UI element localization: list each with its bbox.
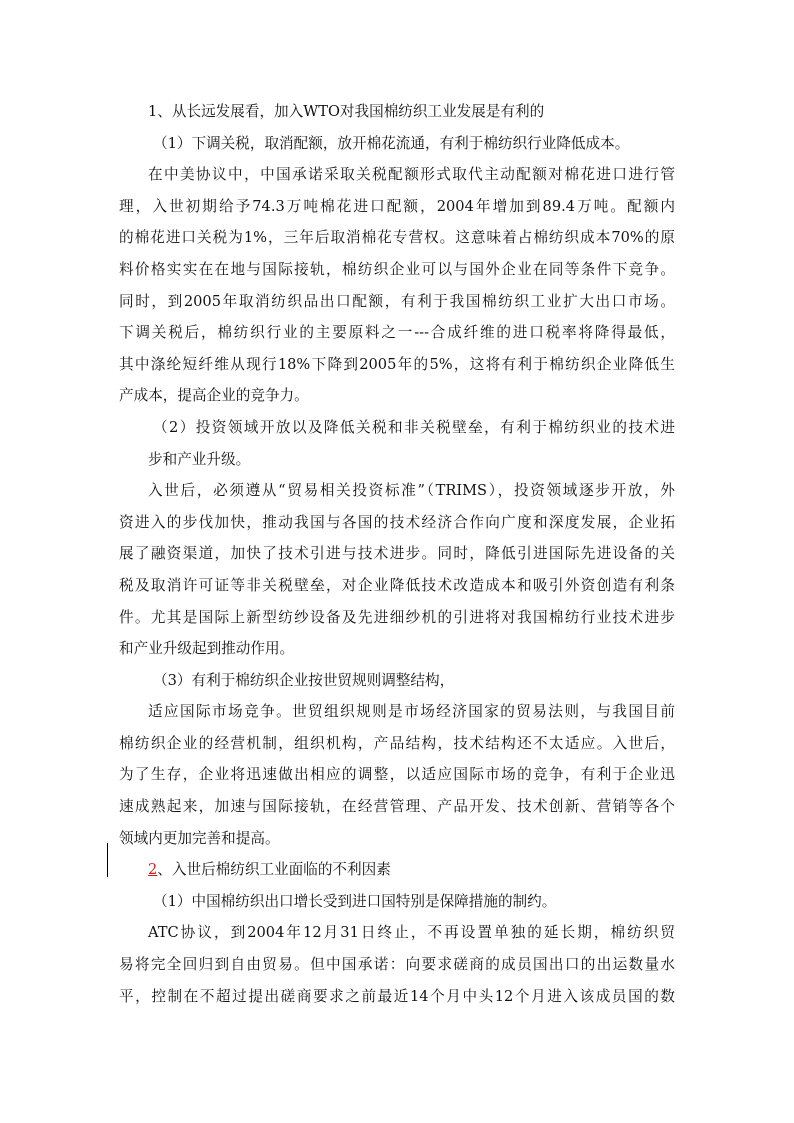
document-body [119, 96, 675, 1012]
text-line: 同时，到2005年取消纺织品出口配额，有利于我国棉纺织工业扩大出口市场。 [119, 292, 675, 310]
section-1 [119, 96, 675, 854]
text-line: 入世后，必须遵从“贸易相关投资标准”（TRIMS），投资领域逐步开放，外 [148, 482, 675, 500]
text-line: 平，控制在不超过提出磋商要求之前最近14个月中头12个月进入该成员国的数 [119, 987, 675, 1005]
text-line: 速成熟起来，加速与国际接轨，在经营管理、产品开发、技术创新、营销等各个 [119, 798, 675, 816]
text-line: 产成本，提高企业的竞争力。 [119, 387, 309, 405]
text-line: （3）有利于棉纺织企业按世贸规则调整结构， [153, 671, 455, 689]
text-line: ATC协议，到2004年12月31日终止，不再设置单独的延长期，棉纺织贸 [148, 924, 675, 942]
section-2-heading [119, 854, 675, 886]
text-line: 在中美协议中，中国承诺采取关税配额形式取代主动配额对棉花进口进行管 [148, 166, 675, 184]
text-line: 资进入的步伐加快，推动我国与各国的技术经济合作向广度和深度发展，企业拓 [119, 513, 675, 531]
text-line: 和产业升级起到推动作用。 [119, 640, 295, 658]
revision-bar [107, 843, 108, 877]
text-line: 其中涤纶短纤维从现行18%下降到2005年的5%，这将有利于棉纺织企业降低生 [119, 355, 675, 373]
text-line: 易将完全回归到自由贸易。但中国承诺：向要求磋商的成员国出口的出运数量水 [119, 956, 675, 974]
text-line: 料价格实实在在地与国际接轨，棉纺织企业可以与国外企业在同等条件下竞争。 [119, 260, 675, 278]
text-line: 为了生存，企业将迅速做出相应的调整，以适应国际市场的竞争，有利于企业迅 [119, 766, 675, 784]
text-line: （2）投资领域开放以及降低关税和非关税壁垒，有利于棉纺织业的技术进 [153, 418, 675, 436]
section-2 [119, 886, 675, 1012]
text-line: 的棉花进口关税为1%，三年后取消棉花专营权。这意味着占棉纺织成本70%的原 [119, 229, 675, 247]
text-line: 税及取消许可证等非关税壁垒，对企业降低技术改造成本和吸引外资创造有利条 [119, 576, 675, 594]
text-line: 件。尤其是国际上新型纺纱设备及先进细纱机的引进将对我国棉纺行业技术进步 [119, 608, 675, 626]
text-line: 1、从长远发展看，加入WTO对我国棉纺织工业发展是有利的 [148, 103, 545, 120]
text-line: 领域内更加完善和提高。 [119, 829, 280, 847]
section-2-number: 2 [148, 861, 158, 879]
text-line: 棉纺织企业的经营机制，组织机构，产品结构，技术结构还不太适应。入世后， [119, 734, 675, 752]
text-line: 适应国际市场竞争。世贸组织规则是市场经济国家的贸易法则，与我国目前 [148, 703, 675, 721]
text-line: （1）下调关税，取消配额，放开棉花流通，有利于棉纺织行业降低成本。 [153, 134, 630, 152]
text-line: （1）中国棉纺织出口增长受到进口国特别是保障措施的制约。 [153, 892, 557, 910]
text-line: 展了融资渠道，加快了技术引进与技术进步。同时，降低引进国际先进设备的关 [119, 545, 675, 563]
text-line: 下调关税后，棉纺织行业的主要原料之一---合成纤维的进口税率将降得最低， [119, 324, 675, 342]
text-line: 理，入世初期给予74.3万吨棉花进口配额，2004年增加到89.4万吨。配额内 [119, 197, 675, 215]
section-2-title: 、入世后棉纺织工业面临的不利因素 [157, 861, 391, 879]
text-line: 步和产业升级。 [148, 450, 251, 468]
